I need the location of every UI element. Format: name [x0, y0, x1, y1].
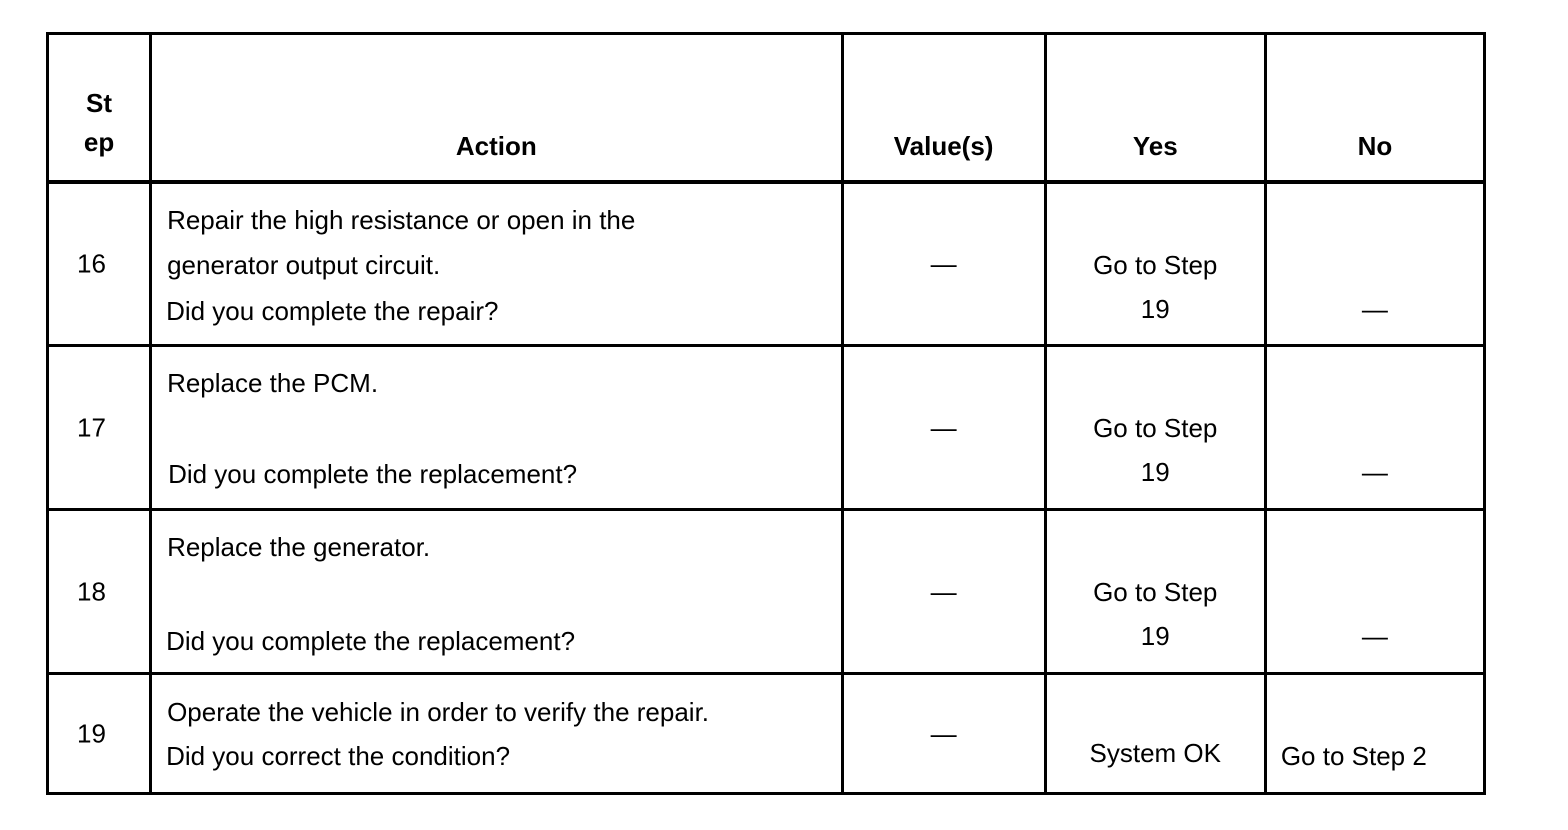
no-text: —: [1361, 457, 1388, 487]
table-row: [48, 182, 1485, 346]
action-cell: [151, 182, 842, 346]
value-text: —: [930, 248, 957, 279]
header-row: [48, 34, 1485, 182]
step-number: 16: [77, 248, 106, 279]
step-cell: [48, 674, 151, 794]
no-text: Go to Step 2: [1280, 741, 1427, 771]
value-text: —: [930, 412, 957, 442]
action-question: Did you complete the replacement?: [168, 459, 578, 489]
yes-text: System OK: [1089, 738, 1221, 768]
step-number: 19: [77, 718, 106, 748]
action-line: generator output circuit.: [167, 249, 441, 280]
table-row: [48, 674, 1485, 794]
action-line: Replace the PCM.: [167, 368, 379, 398]
header-step-line1: St: [86, 87, 113, 118]
value-cell: [842, 346, 1045, 510]
yes-text-line2: 19: [1140, 621, 1170, 651]
step-cell: [48, 510, 151, 674]
yes-text-line2: 19: [1140, 293, 1170, 324]
value-cell: [842, 510, 1045, 674]
no-text: —: [1361, 621, 1388, 651]
yes-cell: [1045, 510, 1265, 674]
header-action: Action: [151, 34, 842, 182]
step-cell: [48, 182, 151, 346]
yes-text-line1: Go to Step: [1093, 249, 1218, 280]
action-line: Repair the high resistance or open in the: [167, 204, 636, 235]
action-question: Did you correct the condition?: [166, 741, 511, 771]
table-row: [48, 346, 1485, 510]
action-question: Did you complete the repair?: [166, 295, 499, 326]
step-number: 17: [77, 412, 106, 442]
no-cell: [1265, 346, 1484, 510]
table-row: [48, 510, 1485, 674]
header-yes: Yes: [1045, 34, 1265, 182]
action-cell: [151, 674, 842, 794]
action-question: Did you complete the replacement?: [166, 626, 576, 656]
header-step: [48, 34, 151, 182]
header-step-line2: ep: [83, 126, 115, 157]
no-text: —: [1361, 293, 1388, 324]
value-text: —: [930, 718, 957, 748]
diagnostic-table: [46, 32, 1486, 795]
action-line: Replace the generator.: [167, 532, 431, 562]
yes-cell: [1045, 182, 1265, 346]
action-cell: [151, 510, 842, 674]
step-number: 18: [77, 576, 106, 606]
no-cell: [1265, 510, 1484, 674]
step-cell: [48, 346, 151, 510]
yes-text-line1: Go to Step: [1093, 413, 1218, 443]
yes-text-line2: 19: [1140, 457, 1170, 487]
yes-cell: [1045, 674, 1265, 794]
value-cell: [842, 182, 1045, 346]
header-no: No: [1265, 34, 1484, 182]
yes-cell: [1045, 346, 1265, 510]
value-text: —: [930, 576, 957, 606]
no-cell: [1265, 674, 1484, 794]
header-values: Value(s): [842, 34, 1045, 182]
yes-text-line1: Go to Step: [1093, 577, 1218, 607]
action-cell: [151, 346, 842, 510]
no-cell: [1265, 182, 1484, 346]
value-cell: [842, 674, 1045, 794]
action-line: Operate the vehicle in order to verify the repair.: [167, 697, 710, 727]
